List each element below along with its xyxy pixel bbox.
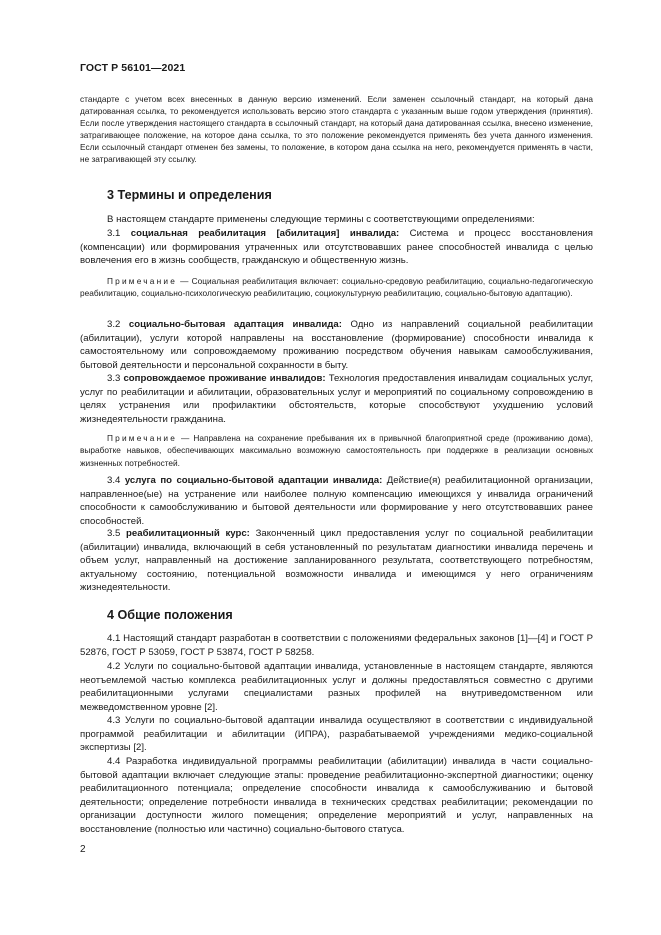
term-definition: Действие(я) реабилитационной организации, направленное(ые) на устранение или наиболее полную компенсацию имеющихся у инвалида ограничений способности к самообслуживанию и бытовой деятельности или формирование у него отсутствовавших ранее способностей.	[80, 475, 593, 527]
term-number: 3.3	[107, 373, 124, 384]
clause-4-4: 4.4 Разработка индивидуальной программы реабилитации (абилитации) инвалида в части социально-бытовой адаптации включает следующие этапы: проведение реабилитационно-экспертной диагностики; оценку реабилитационного потенциала; определение способности инвалида к самообслуживанию и бытовой деятельности; определение потребности инвалида в технических средствах реабилитации; рекомендации по организации доступности жилого помещения; определение мероприятий и услуг, направленных на восстановление (полностью или частично) социально-бытового статуса.	[80, 756, 593, 835]
clause-4-1: 4.1 Настоящий стандарт разработан в соответствии с положениями федеральных законов [1]—[4] и ГОСТ Р 52876, ГОСТ Р 53059, ГОСТ Р 53874, ГОСТ Р 58258.	[80, 633, 593, 658]
note-label: Примечание	[107, 433, 178, 443]
term-number: 3.4	[107, 475, 125, 486]
document-header-code: ГОСТ Р 56101—2021	[80, 62, 186, 74]
term-3-4	[80, 474, 593, 528]
term-name: социально-бытовая адаптация инвалида:	[128, 319, 342, 330]
term-definition: Технология предоставления инвалидам социальных услуг, услуг по реабилитации и абилитации, образовательных услуг и мероприятий по социальному сопровождению в целях устранения или профилактики обстоятельств, которые способствуют ухудшению условий жизнедеятельности гражданина.	[80, 373, 593, 425]
page-number: 2	[80, 844, 86, 855]
term-definition: Законченный цикл предоставления услуг по социальной реабилитации (абилитации) инвалида, включающий в себя установленный по результатам диагностики инвалида перечень и объем услуг, направленный на достижение запланированного результата, соответствующего потребностям, актуальному состоянию, потенциальной возможности инвалида и имеющимся у него ограничениям жизнедеятельности.	[80, 528, 594, 594]
term-3-1	[80, 227, 593, 268]
term-number: 3.2	[107, 319, 129, 330]
intro-paragraph: стандарте с учетом всех внесенных в данную версию изменений. Если заменен ссылочный стандарт, на который дана датированная ссылка, то рекомендуется использовать версию этого стандарта с указанным выше годом утверждения (принятия). Если после утверждения настоящего стандарта в ссылочный стандарт, на который дана датированная ссылка, внесено изменение, затрагивающее положение, на которое дана ссылка, то это положение рекомендуется применять без учета данного изменения. Если ссылочный стандарт отменен без замены, то положение, в котором дана ссылка на него, рекомендуется применять в части, не затрагивающей эту ссылку.	[80, 94, 593, 165]
term-3-3	[80, 372, 593, 426]
term-number: 3.5	[107, 528, 127, 539]
term-definition: Одно из направлений социальной реабилитации (абилитации), услуги которой направлены на восстановление (формирование) способности инвалида к самостоятельному или сопровождаемому проживанию посредством обучения навыкам самообслуживания, бытовой деятельности и персональной сохранности в быту.	[80, 319, 593, 371]
term-name: социальная реабилитация [абилитация] инвалида:	[130, 228, 400, 239]
term-number: 3.1	[107, 228, 131, 239]
term-name: реабилитационный курс:	[126, 528, 250, 539]
term-name: услуга по социально-бытовой адаптации инвалида:	[124, 475, 383, 486]
term-3-5	[80, 527, 593, 595]
note-1	[80, 275, 593, 300]
section-4-title: 4 Общие положения	[107, 608, 233, 622]
term-name: сопровождаемое проживание инвалидов:	[123, 373, 326, 384]
section-3-title: 3 Термины и определения	[107, 188, 272, 202]
term-definition: Система и процесс восстановления (компенсации) или формирования утраченных или отсутствовавших ранее способностей инвалида с целью вовлечения его в жизнь сообществ, гражданскую и общественную жизнь.	[80, 228, 593, 267]
term-3-2	[80, 318, 593, 372]
note-2	[80, 432, 593, 469]
clause-4-3: 4.3 Услуги по социально-бытовой адаптации инвалида осуществляют в соответствии с индивидуальной программой реабилитации и абилитации (ИПРА), разрабатываемой учреждениями медико-социальной экспертизы [2].	[80, 715, 593, 754]
note-text: — Направлена на сохранение пребывания их в привычной благоприятной среде (проживанию дома), выработке навыков, обеспечивающих максимально возможную самостоятельность при поддержке в реализации основных жизненных потребностей.	[80, 433, 593, 468]
note-label: Примечание	[107, 276, 178, 286]
note-text: — Социальная реабилитация включает: социально-средовую реабилитацию, социально-педагогическую реабилитацию, социально-психологическую реабилитацию, социокультурную реабилитацию, социально-бытовую адаптацию).	[80, 276, 593, 299]
clause-4-2: 4.2 Услуги по социально-бытовой адаптации инвалида, установленные в настоящем стандарте, являются неотъемлемой частью комплекса реабилитационных услуг и должны предоставляться совместно с другими реабилитационными услугами специалистами разных профилей на внутриведомственном или межведомственном уровне [2].	[80, 661, 593, 713]
section-3-lead: В настоящем стандарте применены следующие термины с соответствующими определениями:	[107, 214, 535, 225]
